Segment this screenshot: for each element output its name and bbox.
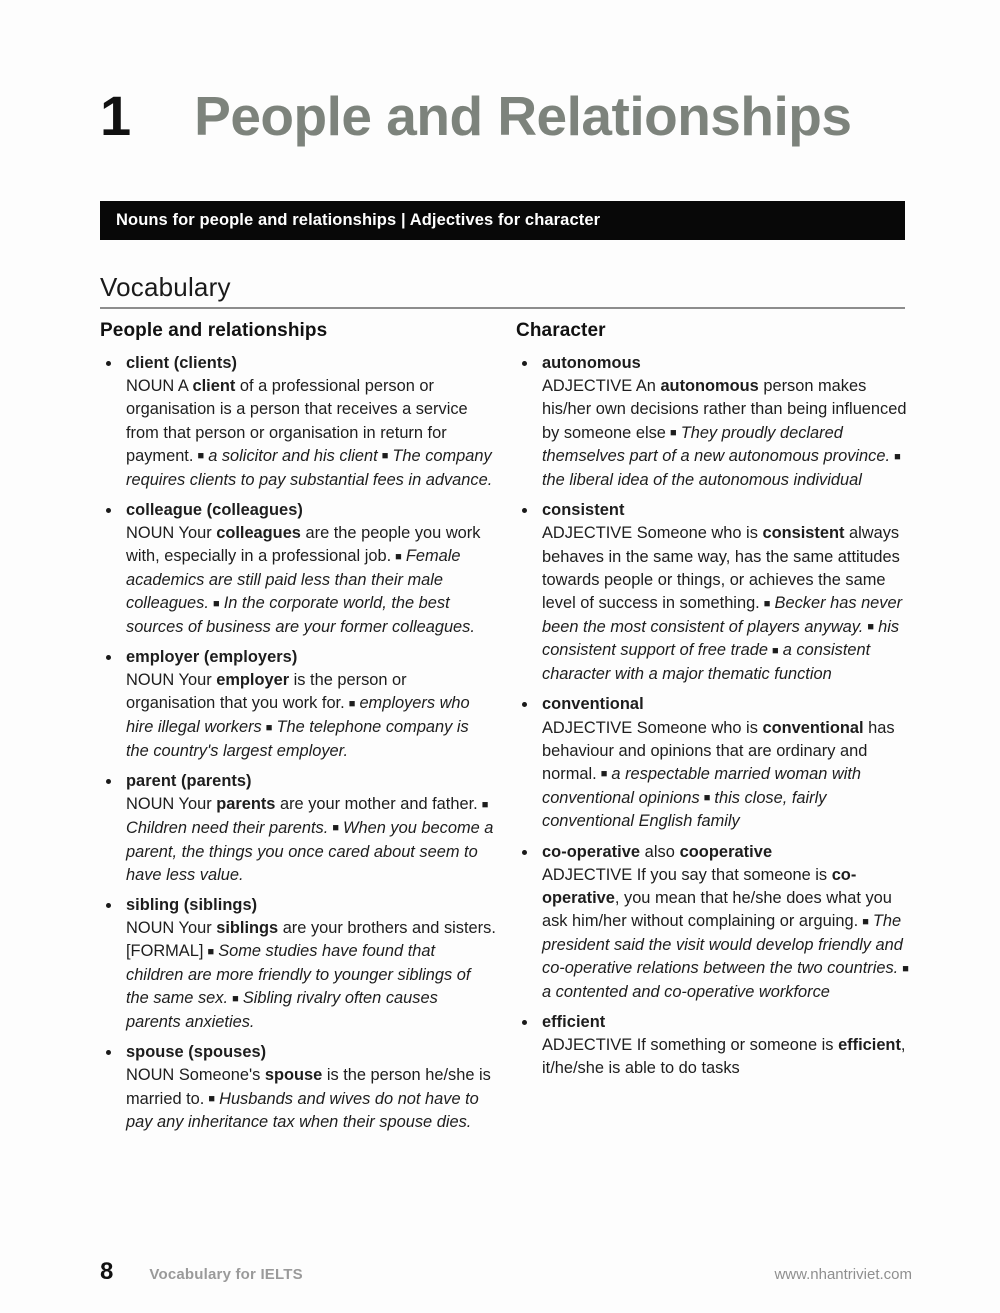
entry-definition: ADJECTIVE An autonomous person makes his/her own decisions rather than being influenced by someone else ■ They proudly declared themselves part of a new autonomous province. ■ the liberal idea of the autonomous individual [542,377,907,490]
entry-part-of-speech: ADJECTIVE [542,718,637,737]
page-title: People and Relationships [194,85,852,147]
example-bullet-icon: ■ [205,1093,219,1106]
topic-banner [100,201,905,240]
chapter-number: 1 [100,84,131,147]
entry-part-of-speech: NOUN [126,523,179,542]
example-bullet-icon: ■ [378,450,392,463]
example-bullet-icon: ■ [478,798,489,811]
entry-headword: conventional [542,695,644,714]
entry-term: client [192,377,236,396]
vocabulary-entry [516,693,912,833]
section-title: Vocabulary [100,272,231,302]
column-character [516,320,912,1142]
example-bullet-icon: ■ [891,450,901,463]
footer-book-title: Vocabulary for IELTS [149,1266,303,1283]
entry-term: spouse [264,1066,323,1085]
example-bullet-icon: ■ [229,992,242,1005]
entry-headword: co-operative also cooperative [542,842,773,861]
entry-example: his consistent support of free trade [542,617,900,660]
entry-part-of-speech: NOUN [126,671,179,690]
entry-headword: spouse (spouses) [126,1043,267,1062]
example-bullet-icon: ■ [194,450,208,463]
example-bullet-icon: ■ [666,427,680,440]
entry-definition: NOUN Your employer is the person or organisation that you work for. ■ employers who hire illegal workers ■ The telephone company is the country's largest employer. [126,671,470,760]
vocabulary-entry [100,894,496,1034]
entry-example: In the corporate world, the best sources of business are your former colleagues. [126,594,475,636]
vocabulary-entry [100,1041,496,1134]
entry-term: parents [216,795,276,814]
vocabulary-columns [100,320,912,1142]
entry-definition: ADJECTIVE Someone who is conventional has behaviour and opinions that are ordinary and normal. ■ a respectable married woman with conventional opinions ■ this close, fairly conventional English family [542,718,895,831]
topic-banner-text: Nouns for people and relationships | Adjectives for character [116,211,601,229]
entry-part-of-speech: ADJECTIVE [542,377,636,396]
column-heading-left: People and relationships [100,320,328,341]
example-bullet-icon: ■ [262,721,276,734]
entry-definition: NOUN Your colleagues are the people you work with, especially in a professional job. ■ Female academics are still paid less than their male colleagues. ■ In the corporate world, the best sources of business are your former colleagues. [126,523,481,636]
entry-example: The president said the visit would develop friendly and co-operative relations between the two countries. [542,912,903,978]
entry-part-of-speech: ADJECTIVE [542,1036,637,1055]
vocabulary-entry [100,352,496,492]
column-people-and-relationships [100,320,496,1142]
entry-part-of-speech: NOUN [126,377,178,396]
footer-page-number: 8 [100,1258,114,1285]
entry-example: Female academics are still paid less than their male colleagues. [126,547,461,613]
entry-example: a consistent character with a major thematic function [542,641,871,684]
example-bullet-icon: ■ [700,792,714,805]
entry-headword: autonomous [542,354,641,372]
entry-term: employer [216,671,290,690]
entry-definition: ADJECTIVE If something or someone is efficient, it/he/she is able to do tasks [542,1036,906,1078]
entry-example: a solicitor and his client [208,446,378,465]
example-bullet-icon: ■ [597,768,611,781]
entry-headword: client (clients) [126,354,238,372]
entry-example: Children need their parents. [126,818,329,837]
entry-example: employers who hire illegal workers [126,694,470,737]
vocabulary-entry [100,770,496,887]
entry-term: siblings [216,919,279,938]
entry-definition: ADJECTIVE Someone who is consistent always behaves in the same way, has the same attitudes towards people or things, or achieves the same level of success in something. ■ Becker has never been the most consistent of players anyway. ■ his consistent support of free trade ■ a consistent character with a major thematic function [542,524,903,684]
entry-definition: NOUN A client of a professional person or organisation is a person that receives a service from that person or organisation in return for payment. ■ a solicitor and his client ■ The company requires clients to pay substantial fees in advance. [126,377,493,489]
entry-definition: ADJECTIVE If you say that someone is co-operative, you mean that he/she does what you ask him/her without complaining or arguing. ■ The president said the visit would develop friendly and co-operative relations between the two countries. ■ a contented and co-operative workforce [542,865,909,1001]
example-bullet-icon: ■ [768,644,782,657]
example-bullet-icon: ■ [209,597,223,610]
vocabulary-entry [516,1011,912,1081]
example-bullet-icon: ■ [329,822,343,835]
section-divider [100,307,905,309]
entry-example: a contented and co-operative workforce [542,982,830,1001]
example-bullet-icon: ■ [859,915,872,928]
example-bullet-icon: ■ [345,697,359,710]
entry-headword: sibling (siblings) [126,895,258,914]
entry-definition: NOUN Your parents are your mother and father. ■ Children need their parents. ■ When you become a parent, the things you once cared about seem to have less value. [126,795,494,884]
page-footer [100,1258,912,1286]
entry-example: this close, fairly conventional English family [542,788,827,831]
footer-url: www.nhantriviet.com [774,1266,912,1283]
entry-example: Husbands and wives do not have to pay any inheritance tax when their spouse dies. [126,1089,479,1132]
entry-headword: efficient [542,1012,606,1031]
example-bullet-icon: ■ [392,550,405,563]
example-bullet-icon: ■ [864,621,878,634]
entry-term: co-operative [542,865,857,907]
entry-example: Some studies have found that children are more friendly to younger siblings of the same sex. [126,942,471,1008]
entry-example: The telephone company is the country's largest employer. [126,718,469,760]
vocabulary-entry [516,841,912,1004]
entry-part-of-speech: NOUN [126,1066,179,1085]
entry-part-of-speech: NOUN [126,795,179,814]
entry-term: conventional [762,718,864,737]
example-bullet-icon: ■ [760,597,774,610]
entry-definition: NOUN Someone's spouse is the person he/she is married to. ■ Husbands and wives do not have to pay any inheritance tax when their spouse dies. [126,1066,491,1132]
entry-term: consistent [762,524,845,543]
entry-headword-also: also [640,842,680,861]
entry-term: autonomous [660,377,759,396]
entry-term: colleagues [216,523,301,542]
entry-example: Becker has never been the most consistent of players anyway. [542,594,903,636]
entry-definition: NOUN Your siblings are your brothers and sisters. [FORMAL] ■ Some studies have found that children are more friendly to younger siblings of the same sex. ■ Sibling rivalry often causes parents anxieties. [126,919,496,1031]
entry-example: Sibling rivalry often causes parents anxieties. [126,989,438,1031]
entry-headword: colleague (colleagues) [126,500,303,519]
entry-headword: employer (employers) [126,647,298,666]
entry-part-of-speech: ADJECTIVE [542,524,637,543]
entry-term: efficient [838,1036,901,1055]
vocabulary-entry [516,352,912,492]
entry-example: a respectable married woman with conventional opinions [542,764,862,807]
entry-example: the liberal idea of the autonomous individual [542,471,862,490]
vocabulary-list-left [100,352,496,1135]
entry-part-of-speech: NOUN [126,919,179,938]
vocabulary-entry [100,499,496,639]
entry-example: They proudly declared themselves part of a new autonomous province. [542,423,891,466]
entry-part-of-speech: ADJECTIVE [542,865,637,884]
example-bullet-icon: ■ [899,962,909,975]
entry-headword: parent (parents) [126,771,252,790]
entry-example: The company requires clients to pay substantial fees in advance. [126,446,493,489]
vocabulary-list-right [516,352,912,1081]
vocabulary-entry [516,499,912,686]
vocabulary-entry [100,646,496,763]
chapter-heading [100,84,920,147]
column-heading-right: Character [516,320,606,341]
entry-headword: consistent [542,501,625,520]
entry-headword-alt: cooperative [679,842,773,861]
entry-example: When you become a parent, the things you once cared about seem to have less value. [126,818,494,884]
example-bullet-icon: ■ [204,945,218,958]
